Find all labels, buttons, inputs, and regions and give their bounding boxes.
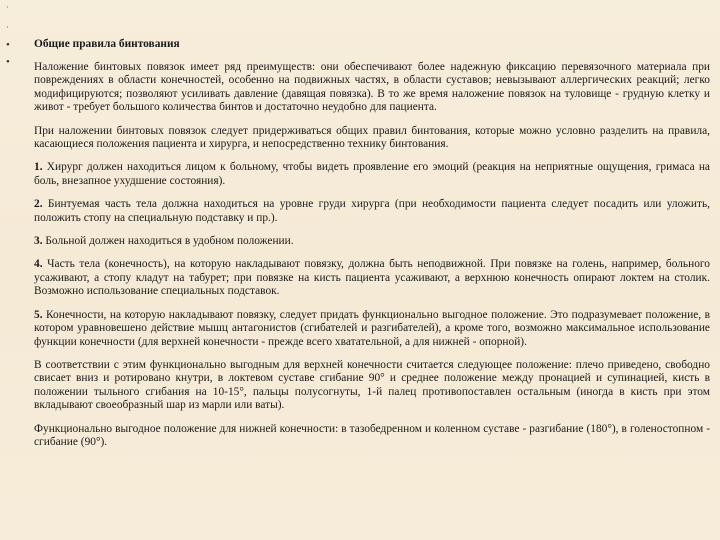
upper-limb-paragraph: В соответствии с этим функционально выгодным для верхней конечности считается следующее положение: плечо приведено, свободно свисает вниз и ротировано кнутри, в локтевом суставе сгибание 90° и среднее положение между пронацией и супинацией, кисть в положении тыльного сгибания на 10-15°, пальцы полусогнуты, 1-й палец противопоставлен остальным (иногда в кисть при этом вкладывают своеобразный шар из марли или ваты). — [34, 358, 710, 412]
rule-5-text: Конечности, на которую накладывают повязку, следует придать функционально выгодное положение. Это подразумевает положение, в котором уравновешено действие мышц антагонистов (сгибателей и разгибателей), а кроме того, возможно максимальное использование функции конечности (для верхней конечности - прежде всего хватательной, а для нижней - опорной). — [34, 308, 710, 348]
bullet-4: • — [6, 56, 10, 68]
rule-2-text: Бинтуемая часть тела должна находиться на уровне груди хирурга (при необходимости пациента следует посадить или уложить, положить стопу на специальную подставку и пр.). — [34, 198, 710, 224]
section-title: Общие правила бинтования — [34, 38, 180, 50]
rule-1 — [34, 161, 710, 188]
rule-3 — [34, 235, 710, 248]
rule-3-text: Больной должен находиться в удобном положении. — [42, 235, 294, 248]
document-content — [34, 37, 710, 459]
rule-1-number: 1. — [34, 161, 43, 174]
rule-5-number: 5. — [34, 308, 43, 321]
rule-4 — [34, 258, 710, 298]
bullet-3: • — [6, 39, 10, 51]
intro-paragraph: Наложение бинтовых повязок имеет ряд преимуществ: они обеспечивают более надежную фиксацию перевязочного материала при повреждениях в области конечностей, особенно на подвижных частях, в области суставов; невызывают аллергических реакций; легко модифицируются; позволяют усиливать давление (давящая повязка). В то же время наложение повязок на туловище - грудную клетку и живот - требует большого количества бинтов и достаточно неудобно для пациента. — [34, 61, 710, 114]
general-rules-paragraph: При наложении бинтовых повязок следует придерживаться общих правил бинтования, которые можно условно разделить на правила, касающиеся положения пациента и хирурга, и непосредственно технику бинтования. — [34, 124, 710, 151]
rule-3-number: 3. — [34, 235, 43, 248]
lower-limb-paragraph: Функционально выгодное положение для нижней конечности: в тазобедренном и коленном суставе - разгибание (180°), в голеностопном - сгибание (90°). — [34, 422, 710, 448]
bullet-2: · — [6, 23, 9, 32]
rule-5 — [34, 309, 710, 349]
rule-4-number: 4. — [34, 258, 43, 271]
bullet-1: · — [6, 3, 9, 12]
rule-2 — [34, 198, 710, 225]
rule-2-number: 2. — [34, 198, 43, 211]
rule-4-text: Часть тела (конечность), на которую накладывают повязку, должна быть неподвижной. При повязке на голень, например, больного усаживают, а стопу кладут на табурет; при повязке на кисть пациента усаживают, а верхнюю конечность опирают локтем на столик. Возможно использование специальных подставок. — [34, 258, 710, 298]
rule-1-text: Хирург должен находиться лицом к больному, чтобы видеть проявление его эмоций (реакция на неприятные ощущения, гримаса на боль, внезапное ухудшение состояния). — [34, 161, 710, 187]
